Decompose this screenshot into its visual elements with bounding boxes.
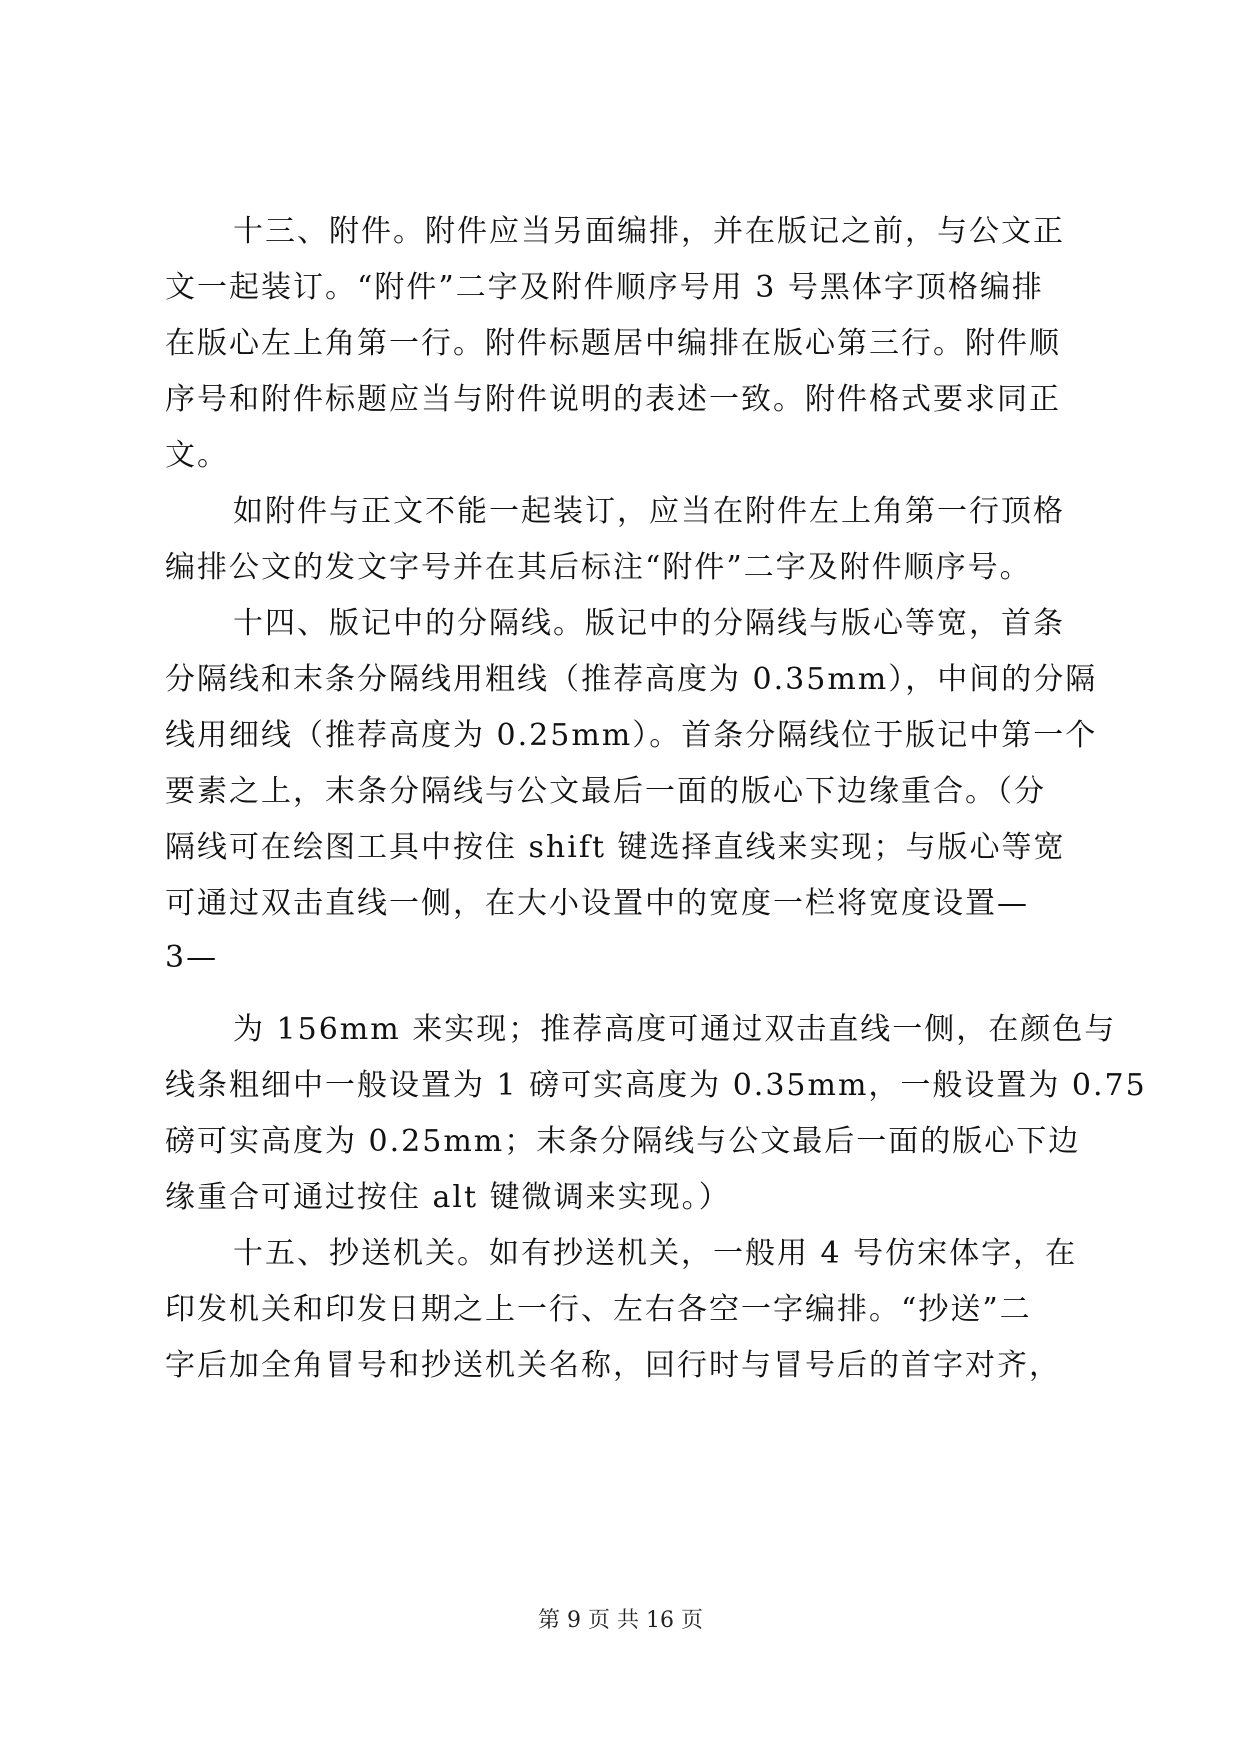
paragraph-line: 印发机关和印发日期之上一行、左右各空一字编排。“抄送”二 [165,1292,1032,1327]
paragraph-line: 在版心左上角第一行。附件标题居中编排在版心第三行。附件顺 [165,326,1061,361]
paragraph-line: 十五、抄送机关。如有抄送机关，一般用 4 号仿宋体字，在 [233,1236,1078,1271]
paragraph-line: 十四、版记中的分隔线。版记中的分隔线与版心等宽，首条 [233,606,1065,641]
paragraph-line: 隔线可在绘图工具中按住 shift 键选择直线来实现；与版心等宽 [165,830,1066,865]
paragraph-line: 为 156mm 来实现；推荐高度可通过双击直线一侧，在颜色与 [233,1012,1117,1047]
paragraph-line: 线条粗细中一般设置为 1 磅可实高度为 0.35mm，一般设置为 0.75 [165,1068,1147,1103]
paragraph-line: 文。 [165,438,229,473]
paragraph-line: 可通过双击直线一侧，在大小设置中的宽度一栏将宽度设置— [165,886,1029,921]
paragraph-line: 如附件与正文不能一起装订，应当在附件左上角第一行顶格 [233,494,1065,529]
paragraph-line: 字后加全角冒号和抄送机关名称，回行时与冒号后的首字对齐， [165,1348,1061,1383]
paragraph-line: 十三、附件。附件应当另面编排，并在版记之前，与公文正 [233,214,1065,249]
paragraph-line: 线用细线（推荐高度为 0.25mm）。首条分隔线位于版记中第一个 [165,718,1098,753]
paragraph-line: 编排公文的发文字号并在其后标注“附件”二字及附件顺序号。 [165,550,1032,585]
paragraph-line: 缘重合可通过按住 alt 键微调来实现。） [165,1180,731,1215]
paragraph-line: 文一起装订。“附件”二字及附件顺序号用 3 号黑体字顶格编排 [165,270,1044,305]
paragraph-line: 磅可实高度为 0.25mm；末条分隔线与公文最后一面的版心下边 [165,1124,1081,1159]
paragraph-line: 分隔线和末条分隔线用粗线（推荐高度为 0.35mm），中间的分隔 [165,662,1098,697]
paragraph-line: 序号和附件标题应当与附件说明的表述一致。附件格式要求同正 [165,382,1061,417]
paragraph-line: 要素之上，末条分隔线与公文最后一面的版心下边缘重合。（分 [165,774,1046,809]
page-number-footer: 第 9 页 共 16 页 [538,1608,703,1633]
paragraph-line: 3— [165,940,219,975]
